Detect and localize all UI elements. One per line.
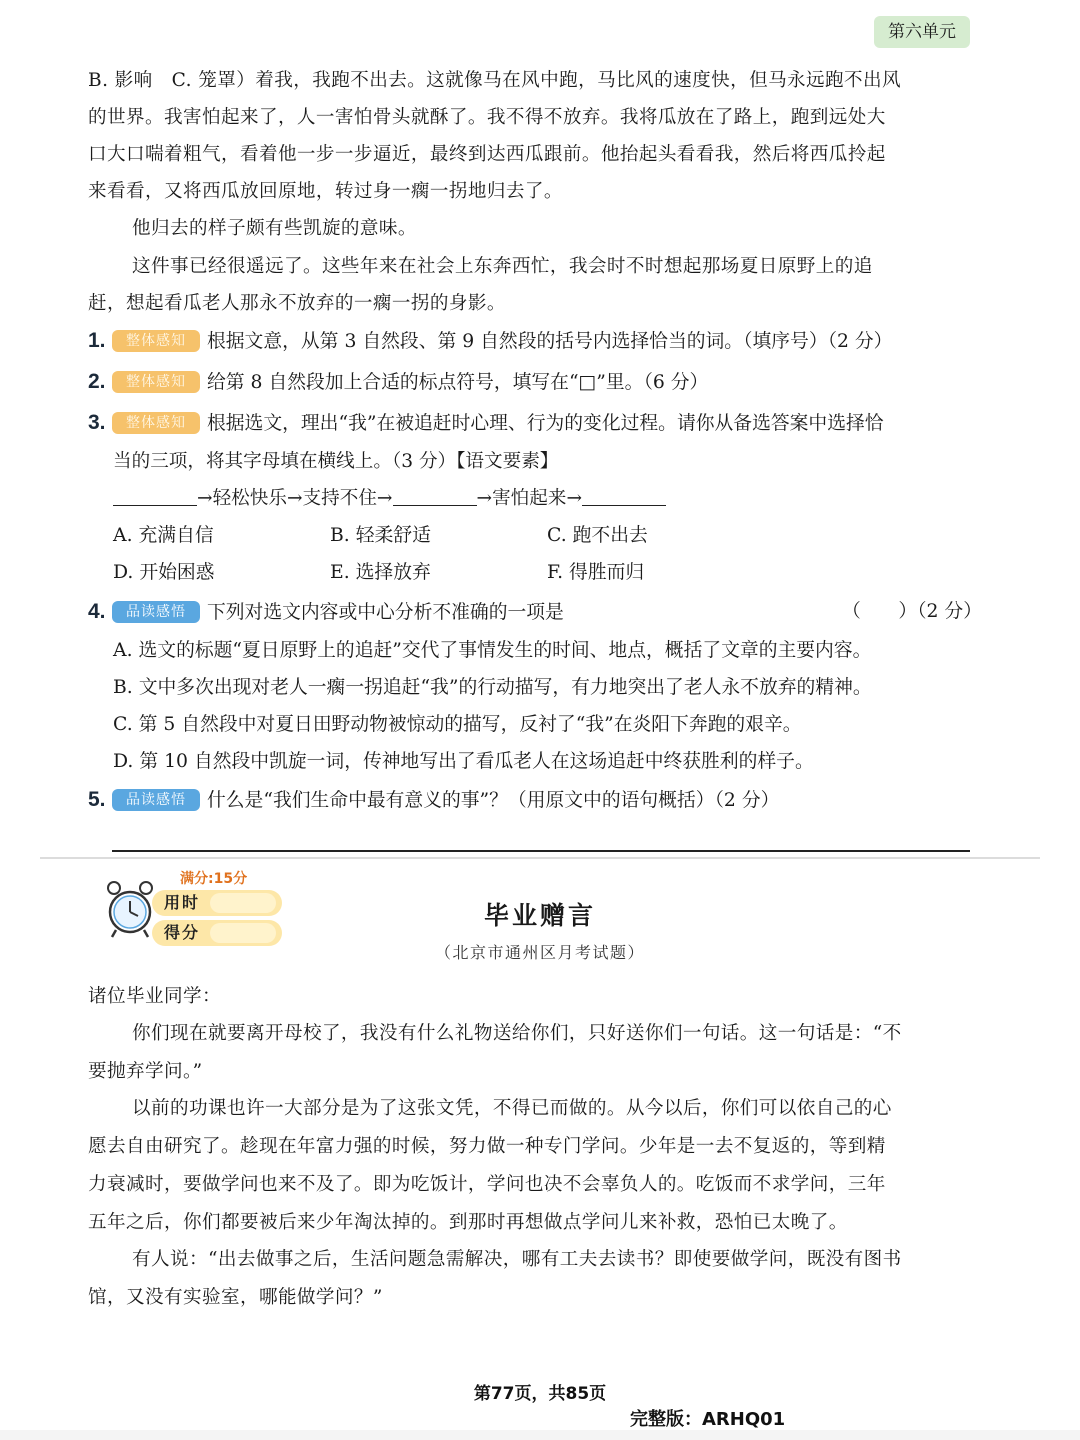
question-tag: 整体感知 bbox=[112, 371, 200, 393]
passage-line: 馆，又没有实验室，哪能做学问？” bbox=[88, 1287, 383, 1308]
chain-text: →害怕起来→ bbox=[476, 488, 583, 509]
option-c: C. 第 5 自然段中对夏日田野动物被惊动的描写，反衬了“我”在炎阳下奔跑的艰辛。 bbox=[113, 714, 802, 735]
unit-badge: 第六单元 bbox=[874, 16, 970, 48]
page-fold-divider bbox=[40, 857, 1040, 859]
question-tag: 品读感悟 bbox=[112, 601, 200, 623]
passage-line: 以前的功课也许一大部分是为了这张文凭，不得已而做的。从今以后，你们可以依自己的心 bbox=[132, 1098, 892, 1119]
option-a: A. 选文的标题“夏日原野上的追赶”交代了事情发生的时间、地点，概括了文章的主要内容。 bbox=[113, 640, 872, 661]
passage-title: 毕业赠言 bbox=[483, 901, 596, 930]
option-c: C. 跑不出去 bbox=[547, 525, 648, 546]
story-line: 赶，想起看瓜老人那永不放弃的一瘸一拐的身影。 bbox=[88, 293, 506, 314]
score-label: 得分 bbox=[164, 923, 201, 942]
question-text: 什么是“我们生命中最有意义的事”？（用原文中的语句概括）（2 分） bbox=[207, 790, 780, 811]
question-3-text-cont: 当的三项，将其字母填在横线上。（3 分）【语文要素】 bbox=[113, 451, 559, 472]
story-line: 这件事已经很遥远了。这些年来在社会上东奔西忙，我会时不时想起那场夏日原野上的追 bbox=[132, 256, 873, 277]
question-tag: 整体感知 bbox=[112, 412, 200, 434]
story-line: 来看看，又将西瓜放回原地，转过身一瘸一拐地归去了。 bbox=[88, 181, 563, 202]
question-number: 3. bbox=[88, 411, 106, 434]
question-tag: 整体感知 bbox=[112, 330, 200, 352]
option-b: B. 轻柔舒适 bbox=[330, 525, 431, 546]
answer-parenthesis[interactable]: （ ）（2 分） bbox=[842, 601, 982, 622]
question-5 bbox=[88, 781, 779, 820]
question-3 bbox=[88, 404, 884, 443]
question-number: 1. bbox=[88, 329, 106, 352]
question-number: 2. bbox=[88, 370, 106, 393]
option-e: E. 选择放弃 bbox=[330, 562, 431, 583]
passage-source: （北京市通州区月考试题） bbox=[434, 943, 645, 962]
question-1 bbox=[88, 322, 892, 361]
story-line: 口大口喘着粗气，看着他一步一步逼近，最终到达西瓜跟前。他抬起头看看我，然后将西瓜拎起 bbox=[88, 144, 886, 165]
option-b: B. 文中多次出现对老人一瘸一拐追赶“我”的行动描写，有力地突出了老人永不放弃的精神。 bbox=[113, 677, 872, 698]
passage-line: 有人说：“出去做事之后，生活问题急需解决，哪有工夫去读书？即使要做学问，既没有图书 bbox=[132, 1249, 902, 1270]
question-text: 根据文意，从第 3 自然段、第 9 自然段的括号内选择恰当的词。（填序号）（2 分） bbox=[207, 331, 893, 352]
page-number: 第77页，共85页 bbox=[473, 1384, 607, 1404]
passage-line: 诸位毕业同学： bbox=[88, 986, 221, 1007]
option-a: A. 充满自信 bbox=[113, 525, 214, 546]
option-d: D. 开始困惑 bbox=[113, 562, 215, 583]
story-line: 的世界。我害怕起来了，人一害怕骨头就酥了。我不得不放弃。我将瓜放在了路上，跑到远处大 bbox=[88, 107, 886, 128]
passage-line: 要抛弃学问。” bbox=[88, 1061, 203, 1082]
full-score-label: 满分:15分 bbox=[180, 871, 248, 887]
chain-text: →轻松快乐→支持不住→ bbox=[197, 488, 393, 509]
answer-blank[interactable] bbox=[113, 488, 197, 506]
passage-line: 你们现在就要离开母校了，我没有什么礼物送给你们，只好送你们一句话。这一句话是：“不 bbox=[132, 1023, 902, 1044]
option-f: F. 得胜而归 bbox=[547, 562, 645, 583]
answer-blank[interactable] bbox=[393, 488, 477, 506]
time-label: 用时 bbox=[164, 893, 201, 912]
passage-line: 愿去自由研究了。趁现在年富力强的时候，努力做一种专门学问。少年是一去不复返的，等到精 bbox=[88, 1136, 886, 1157]
option-d: D. 第 10 自然段中凯旋一词，传神地写出了看瓜老人在这场追赶中终获胜利的样子。 bbox=[113, 751, 814, 772]
question-tag: 品读感悟 bbox=[112, 789, 200, 811]
question-text: 给第 8 自然段加上合适的标点符号，填写在“□”里。（6 分） bbox=[207, 372, 709, 393]
answer-blank[interactable] bbox=[582, 488, 666, 506]
question-number: 5. bbox=[88, 788, 106, 811]
question-2 bbox=[88, 363, 708, 402]
question-text: 下列对选文内容或中心分析不准确的一项是 bbox=[207, 602, 564, 623]
story-line: 他归去的样子颇有些凯旋的意味。 bbox=[132, 218, 417, 239]
answer-line[interactable] bbox=[112, 850, 970, 852]
question-text: 根据选文，理出“我”在被追赶时心理、行为的变化过程。请你从备选答案中选择恰 bbox=[207, 413, 884, 434]
question-4 bbox=[88, 593, 564, 632]
passage-line: 五年之后，你们都要被后来少年淘汰掉的。到那时再想做点学问儿来补救，恐怕已太晚了。 bbox=[88, 1212, 848, 1233]
passage-line: 力衰减时，要做学问也来不及了。即为吃饭计，学问也决不会辜负人的。吃饭而不求学问，三年 bbox=[88, 1174, 886, 1195]
version-code: 完整版：ARHQ01 bbox=[630, 1409, 786, 1430]
question-number: 4. bbox=[88, 600, 106, 623]
answer-chain bbox=[113, 480, 666, 518]
bottom-strip bbox=[0, 1430, 1080, 1440]
story-line: B. 影响 C. 笼罩）着我，我跑不出去。这就像马在风中跑，马比风的速度快，但马永远跑不出风 bbox=[88, 70, 902, 91]
